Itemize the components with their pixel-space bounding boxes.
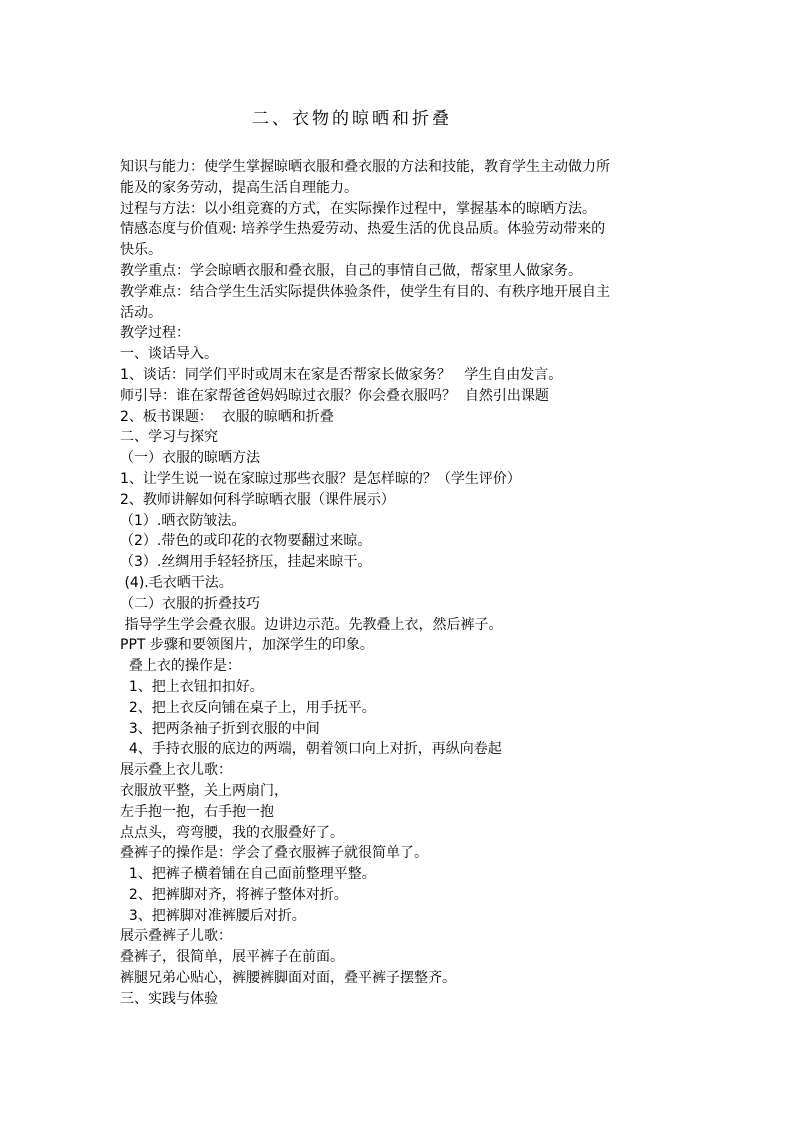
text-line: 快乐。 [120,242,162,259]
text-line: 2、把裤脚对齐，将裤子整体对折。 [120,886,348,903]
text-line: 展示叠上衣儿歌： [120,762,232,779]
text-line: 1、把上衣钮扣扣好。 [120,678,264,695]
text-line: 裤腿兄弟心贴心，裤腰裤脚面对面，叠平裤子摆整齐。 [120,970,456,987]
text-line: （3）.丝绸用手轻轻挤压，挂起来晾干。 [120,554,372,571]
text-line: 活动。 [120,304,162,321]
text-line: 三、实践与体验 [120,990,218,1007]
text-line: 师引导：谁在家帮爸爸妈妈晾过衣服？你会叠衣服吗？ 自然引出课题 [120,387,549,404]
text-line: 点点头，弯弯腰，我的衣服叠好了。 [120,824,344,841]
text-line: 教学重点：学会晾晒衣服和叠衣服，自己的事情自己做，帮家里人做家务。 [120,262,582,279]
text-line: 3、把两条袖子折到衣服的中间 [120,720,320,737]
text-line: 教学过程： [120,325,190,342]
text-line: 3、把裤脚对准裤腰后对折。 [120,907,306,924]
text-line: (4).毛衣晒干法。 [120,574,233,591]
text-line: 衣服放平整，关上两扇门， [120,782,288,799]
text-line: 2、把上衣反向铺在桌子上，用手抚平。 [120,699,376,716]
text-line: （2）.带色的或印花的衣物要翻过来晾。 [120,533,372,550]
text-line: 一、谈话导入。 [120,346,218,363]
text-line: （1）.晒衣防皱法。 [120,512,246,529]
text-line: 叠裤子，很简单，展平裤子在前面。 [120,949,344,966]
text-line: （一）衣服的晾晒方法 [120,450,260,467]
text-line: 知识与能力：使学生掌握晾晒衣服和叠衣服的方法和技能，教育学生主动做力所 [120,159,610,175]
text-line: 4、手持衣服的底边的两端，朝着领口向上对折，再纵向卷起 [120,741,502,758]
text-line: 展示叠裤子儿歌： [120,928,232,945]
text-line: PPT 步骤和要领图片，加深学生的印象。 [120,637,374,654]
text-line: 1、把裤子横着铺在自己面前整理平整。 [120,866,376,883]
text-line: 情感态度与价值观: 培养学生热爱劳动、热爱生活的优良品质。体验劳动带来的 [120,221,606,238]
text-line: 1、谈话：同学们平时或周末在家是否帮家长做家务？ 学生自由发言。 [120,366,563,383]
text-line: 叠上衣的操作是： [120,658,241,675]
text-line: 过程与方法：以小组竞赛的方式，在实际操作过程中，掌握基本的晾晒方法。 [120,200,596,217]
text-line: 2、教师讲解如何科学晾晒衣服（课件展示） [120,491,395,508]
text-line: 叠裤子的操作是：学会了叠衣服裤子就很简单了。 [120,845,428,862]
text-line: 左手抱一抱，右手抱一抱 [120,803,274,820]
text-line: 能及的家务劳动，提高生活自理能力。 [120,179,358,196]
page-title: 二、衣物的晾晒和折叠 [252,109,452,129]
text-line: （二）衣服的折叠技巧 [120,595,260,612]
text-line: 2、板书课题： 衣服的晾晒和折叠 [120,408,334,425]
text-line: 教学难点：结合学生生活实际提供体验条件，使学生有目的、有秩序地开展自主 [120,283,610,300]
text-line: 1、让学生说一说在家晾过那些衣服？是怎样晾的？（学生评价） [120,470,521,487]
text-line: 二、学习与探究 [120,429,218,446]
text-line: 指导学生学会叠衣服。边讲边示范。先教叠上衣，然后裤子。 [120,616,503,633]
lesson-body [120,157,680,1010]
